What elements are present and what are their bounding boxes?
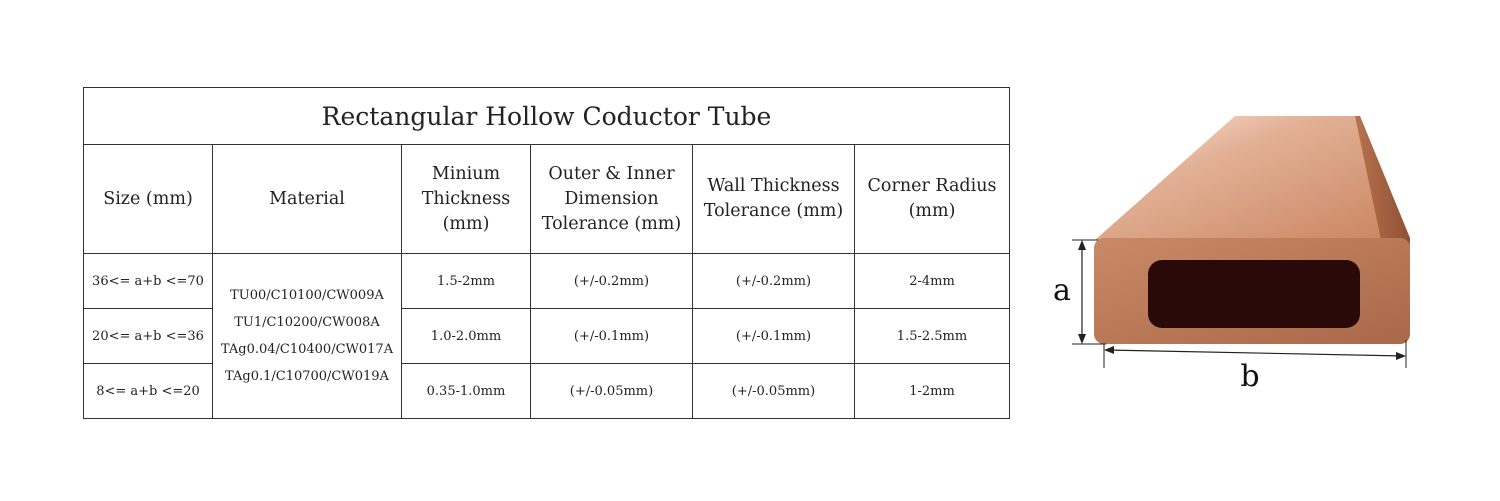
wall-tolerance-cell: (+/-0.05mm) xyxy=(693,364,855,419)
size-cell: 20<= a+b <=36 xyxy=(84,309,213,364)
material-item: TAg0.1/C10700/CW019A xyxy=(225,369,389,384)
header-min-thickness: Minium Thickness (mm) xyxy=(402,145,531,254)
size-cell: 8<= a+b <=20 xyxy=(84,364,213,419)
dimension-a-arrow-top xyxy=(1078,240,1086,250)
min-thickness-cell: 1.5-2mm xyxy=(402,254,531,309)
header-wall-tolerance: Wall Thickness Tolerance (mm) xyxy=(693,145,855,254)
dimension-tolerance-cell: (+/-0.2mm) xyxy=(531,254,693,309)
header-material: Material xyxy=(213,145,402,254)
material-item: TU00/C10100/CW009A xyxy=(230,288,384,303)
material-item: TAg0.04/C10400/CW017A xyxy=(220,342,394,357)
material-item: TU1/C10200/CW008A xyxy=(234,315,380,330)
corner-radius-cell: 1-2mm xyxy=(855,364,1010,419)
tube-hollow-opening xyxy=(1148,260,1360,328)
corner-radius-cell: 2-4mm xyxy=(855,254,1010,309)
dimension-b-arrow-left xyxy=(1104,346,1114,354)
dimension-b-line xyxy=(1106,350,1404,356)
material-cell xyxy=(213,254,402,419)
wall-tolerance-cell: (+/-0.2mm) xyxy=(693,254,855,309)
min-thickness-cell: 1.0-2.0mm xyxy=(402,309,531,364)
dimension-a-arrow-bottom xyxy=(1078,334,1086,344)
dimension-b-arrow-right xyxy=(1396,352,1406,360)
min-thickness-cell: 0.35-1.0mm xyxy=(402,364,531,419)
dimension-tolerance-cell: (+/-0.05mm) xyxy=(531,364,693,419)
wall-tolerance-cell: (+/-0.1mm) xyxy=(693,309,855,364)
header-size: Size (mm) xyxy=(84,145,213,254)
dimension-tolerance-cell: (+/-0.1mm) xyxy=(531,309,693,364)
table-row xyxy=(84,254,1010,309)
dimension-a-label: a xyxy=(1053,273,1071,308)
dimension-b-label: b xyxy=(1240,359,1260,394)
table-title: Rectangular Hollow Coductor Tube xyxy=(84,88,1010,145)
header-dimension-tolerance: Outer & Inner Dimension Tolerance (mm) xyxy=(531,145,693,254)
header-corner-radius: Corner Radius (mm) xyxy=(855,145,1010,254)
corner-radius-cell: 1.5-2.5mm xyxy=(855,309,1010,364)
size-cell: 36<= a+b <=70 xyxy=(84,254,213,309)
tube-cross-section-figure xyxy=(1050,100,1480,400)
specification-table xyxy=(83,87,1010,419)
header-row xyxy=(84,145,1010,254)
